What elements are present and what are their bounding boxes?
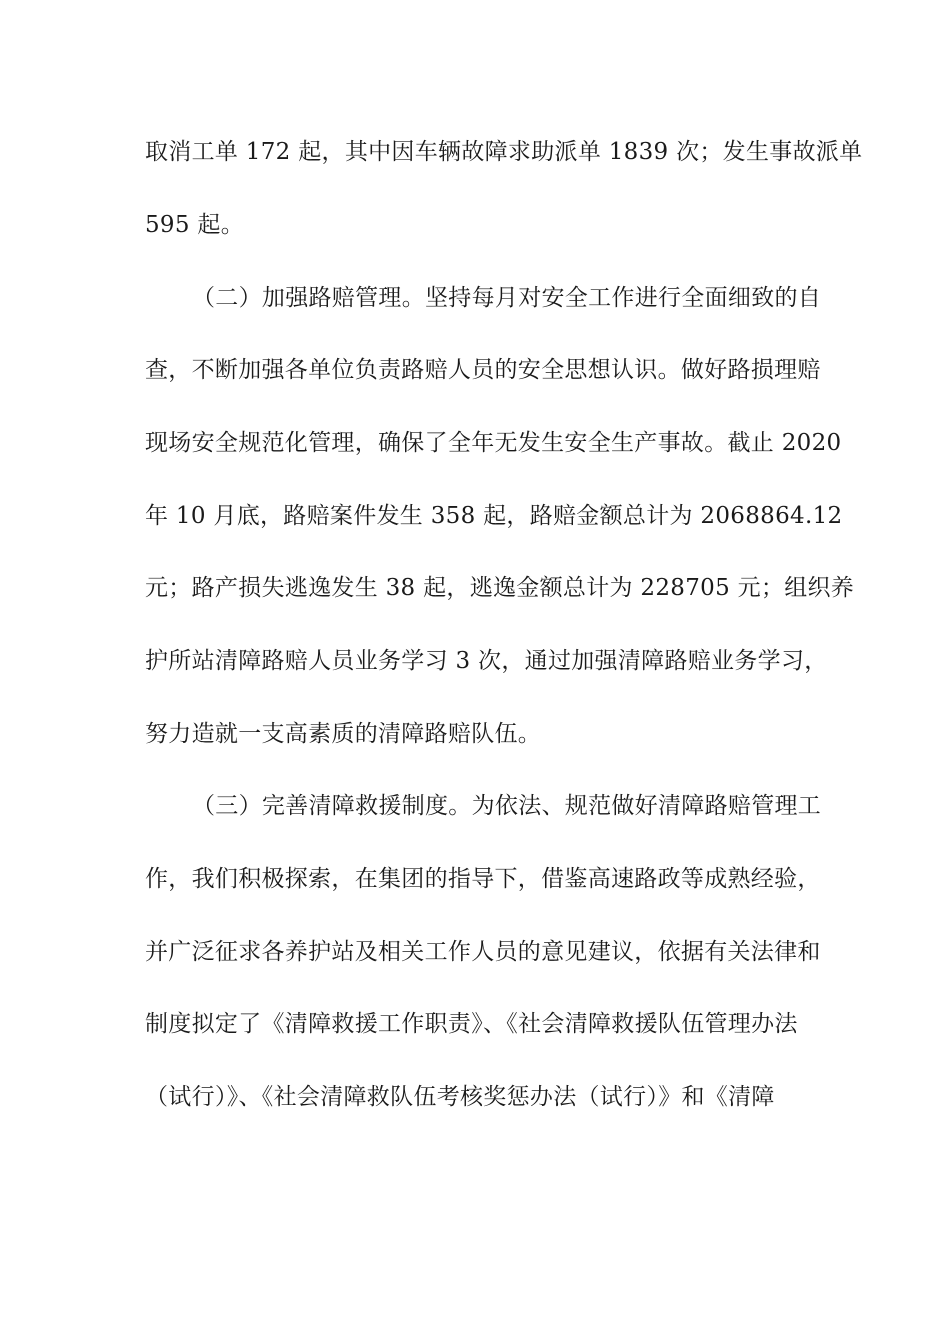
text-line: 并广泛征求各养护站及相关工作人员的意见建议，依据有关法律和 — [145, 939, 821, 965]
text-line: 元；路产损失逃逸发生 38 起，逃逸金额总计为 228705 元；组织养 — [145, 575, 855, 601]
text-line: 作，我们积极探索，在集团的指导下，借鉴高速路政等成熟经验， — [145, 866, 821, 892]
text-line: 年 10 月底，路赔案件发生 358 起，路赔金额总计为 2068864.12 — [145, 503, 843, 529]
text-line: 现场安全规范化管理，确保了全年无发生安全生产事故。截止 2020 — [145, 430, 842, 456]
paragraph-heading-line: （三）完善清障救援制度。为依法、规范做好清障路赔管理工 — [192, 793, 822, 819]
text-line: 努力造就一支高素质的清障路赔队伍。 — [145, 721, 542, 747]
text-line: 制度拟定了《清障救援工作职责》、《社会清障救援队伍管理办法 — [145, 1011, 798, 1037]
paragraph-heading-line: （二）加强路赔管理。坚持每月对安全工作进行全面细致的自 — [192, 285, 822, 311]
text-line: 595 起。 — [145, 212, 245, 238]
text-line: 查，不断加强各单位负责路赔人员的安全思想认识。做好路损理赔 — [145, 357, 821, 383]
text-line: 护所站清障路赔人员业务学习 3 次，通过加强清障路赔业务学习， — [145, 648, 828, 674]
text-line: 取消工单 172 起，其中因车辆故障求助派单 1839 次；发生事故派单 — [145, 139, 863, 165]
text-line: （试行）》、《社会清障救队伍考核奖惩办法（试行）》和《清障 — [145, 1084, 775, 1110]
